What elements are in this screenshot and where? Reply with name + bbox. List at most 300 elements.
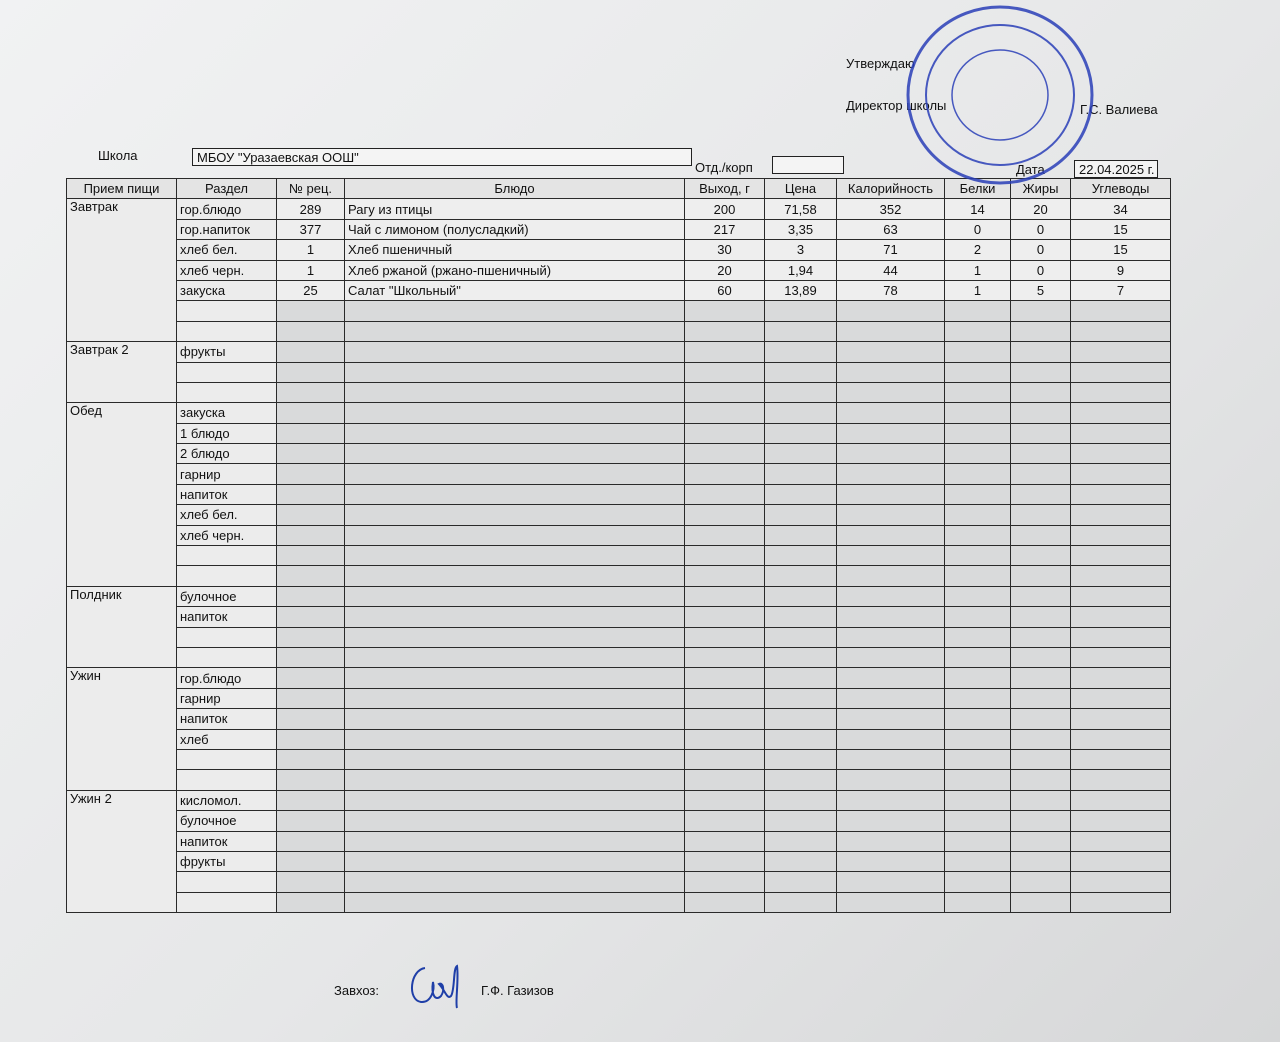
price-cell <box>765 892 837 912</box>
dish-cell <box>345 668 685 688</box>
price-cell <box>765 790 837 810</box>
table-row <box>67 668 1171 688</box>
carbs-cell <box>1071 525 1171 545</box>
price-cell: 13,89 <box>765 280 837 300</box>
recipe-cell <box>277 668 345 688</box>
yield-cell: 60 <box>685 280 765 300</box>
price-cell <box>765 851 837 871</box>
fat-cell <box>1011 301 1071 321</box>
protein-cell <box>945 668 1011 688</box>
section-cell: гор.блюдо <box>177 668 277 688</box>
table-row <box>67 423 1171 443</box>
table-row <box>67 790 1171 810</box>
header-cell: Выход, г <box>685 179 765 199</box>
section-cell: хлеб бел. <box>177 240 277 260</box>
dish-cell <box>345 811 685 831</box>
yield-cell: 217 <box>685 219 765 239</box>
recipe-cell <box>277 586 345 606</box>
table-row <box>67 301 1171 321</box>
section-cell <box>177 872 277 892</box>
yield-cell <box>685 790 765 810</box>
carbs-cell <box>1071 729 1171 749</box>
price-cell <box>765 342 837 362</box>
kcal-cell <box>837 892 945 912</box>
dish-cell: Рагу из птицы <box>345 199 685 219</box>
kcal-cell <box>837 505 945 525</box>
yield-cell <box>685 627 765 647</box>
kcal-cell <box>837 851 945 871</box>
meal-name: Ужин 2 <box>67 790 177 912</box>
table-row <box>67 280 1171 300</box>
protein-cell: 1 <box>945 280 1011 300</box>
carbs-cell <box>1071 566 1171 586</box>
school-name-field: МБОУ "Уразаевская ООШ" <box>192 148 692 166</box>
meal-name: Ужин <box>67 668 177 790</box>
section-cell <box>177 301 277 321</box>
recipe-cell <box>277 342 345 362</box>
kcal-cell <box>837 770 945 790</box>
yield-cell <box>685 566 765 586</box>
dish-cell <box>345 872 685 892</box>
recipe-cell <box>277 729 345 749</box>
recipe-cell <box>277 566 345 586</box>
table-row <box>67 607 1171 627</box>
protein-cell <box>945 566 1011 586</box>
section-cell: закуска <box>177 403 277 423</box>
recipe-cell <box>277 831 345 851</box>
protein-cell <box>945 872 1011 892</box>
price-cell <box>765 729 837 749</box>
dish-cell <box>345 729 685 749</box>
fat-cell: 0 <box>1011 260 1071 280</box>
section-cell <box>177 647 277 667</box>
protein-cell <box>945 688 1011 708</box>
recipe-cell <box>277 811 345 831</box>
protein-cell: 14 <box>945 199 1011 219</box>
section-cell: гарнир <box>177 688 277 708</box>
dish-cell <box>345 423 685 443</box>
price-cell <box>765 607 837 627</box>
header-cell: Цена <box>765 179 837 199</box>
fat-cell <box>1011 403 1071 423</box>
dish-cell <box>345 851 685 871</box>
recipe-cell <box>277 301 345 321</box>
kcal-cell <box>837 790 945 810</box>
section-cell <box>177 566 277 586</box>
carbs-cell <box>1071 647 1171 667</box>
kcal-cell <box>837 607 945 627</box>
recipe-cell <box>277 872 345 892</box>
price-cell: 3 <box>765 240 837 260</box>
yield-cell <box>685 647 765 667</box>
header-cell: № рец. <box>277 179 345 199</box>
recipe-cell <box>277 484 345 504</box>
protein-cell <box>945 627 1011 647</box>
kcal-cell <box>837 403 945 423</box>
fat-cell <box>1011 831 1071 851</box>
protein-cell <box>945 770 1011 790</box>
yield-cell <box>685 444 765 464</box>
kcal-cell: 71 <box>837 240 945 260</box>
dish-cell: Салат "Школьный" <box>345 280 685 300</box>
fat-cell <box>1011 851 1071 871</box>
table-row <box>67 362 1171 382</box>
approve-label: Утверждаю <box>846 56 915 71</box>
kcal-cell <box>837 342 945 362</box>
kcal-cell <box>837 709 945 729</box>
section-cell <box>177 749 277 769</box>
price-cell <box>765 444 837 464</box>
section-cell: гарнир <box>177 464 277 484</box>
yield-cell <box>685 403 765 423</box>
kcal-cell <box>837 301 945 321</box>
section-cell <box>177 382 277 402</box>
yield-cell <box>685 423 765 443</box>
price-cell <box>765 362 837 382</box>
yield-cell <box>685 729 765 749</box>
dish-cell <box>345 546 685 566</box>
table-row <box>67 321 1171 341</box>
kcal-cell <box>837 811 945 831</box>
header-cell: Углеводы <box>1071 179 1171 199</box>
fat-cell: 5 <box>1011 280 1071 300</box>
section-cell <box>177 362 277 382</box>
date-field: 22.04.2025 г. <box>1074 160 1158 178</box>
kcal-cell <box>837 668 945 688</box>
kcal-cell: 63 <box>837 219 945 239</box>
price-cell <box>765 423 837 443</box>
section-cell <box>177 892 277 912</box>
recipe-cell: 1 <box>277 240 345 260</box>
section-cell: хлеб <box>177 729 277 749</box>
dept-field <box>772 156 844 174</box>
price-cell <box>765 464 837 484</box>
dish-cell <box>345 607 685 627</box>
carbs-cell <box>1071 831 1171 851</box>
kcal-cell <box>837 566 945 586</box>
kcal-cell <box>837 321 945 341</box>
carbs-cell <box>1071 872 1171 892</box>
table-row <box>67 484 1171 504</box>
dish-cell <box>345 770 685 790</box>
header-cell: Прием пищи <box>67 179 177 199</box>
table-row <box>67 688 1171 708</box>
table-row <box>67 709 1171 729</box>
carbs-cell <box>1071 668 1171 688</box>
fat-cell <box>1011 790 1071 810</box>
section-cell: хлеб бел. <box>177 505 277 525</box>
section-cell <box>177 627 277 647</box>
table-row <box>67 770 1171 790</box>
carbs-cell <box>1071 749 1171 769</box>
protein-cell <box>945 423 1011 443</box>
recipe-cell <box>277 688 345 708</box>
yield-cell <box>685 484 765 504</box>
dish-cell <box>345 647 685 667</box>
table-row <box>67 219 1171 239</box>
table-row <box>67 892 1171 912</box>
protein-cell <box>945 484 1011 504</box>
fat-cell <box>1011 464 1071 484</box>
table-row <box>67 851 1171 871</box>
header-cell: Белки <box>945 179 1011 199</box>
recipe-cell <box>277 647 345 667</box>
kcal-cell <box>837 525 945 545</box>
kcal-cell <box>837 749 945 769</box>
dish-cell <box>345 505 685 525</box>
section-cell <box>177 321 277 341</box>
carbs-cell <box>1071 811 1171 831</box>
dept-label: Отд./корп <box>695 160 753 175</box>
carbs-cell: 9 <box>1071 260 1171 280</box>
table-row <box>67 240 1171 260</box>
protein-cell <box>945 321 1011 341</box>
recipe-cell <box>277 382 345 402</box>
fat-cell <box>1011 770 1071 790</box>
section-cell: гор.напиток <box>177 219 277 239</box>
protein-cell <box>945 403 1011 423</box>
section-cell: закуска <box>177 280 277 300</box>
fat-cell <box>1011 709 1071 729</box>
kcal-cell <box>837 872 945 892</box>
protein-cell <box>945 546 1011 566</box>
table-row <box>67 260 1171 280</box>
fat-cell <box>1011 362 1071 382</box>
price-cell <box>765 382 837 402</box>
recipe-cell <box>277 749 345 769</box>
section-cell: 1 блюдо <box>177 423 277 443</box>
price-cell <box>765 709 837 729</box>
carbs-cell <box>1071 892 1171 912</box>
carbs-cell <box>1071 484 1171 504</box>
recipe-cell <box>277 403 345 423</box>
fat-cell <box>1011 586 1071 606</box>
dish-cell <box>345 321 685 341</box>
price-cell <box>765 831 837 851</box>
recipe-cell: 25 <box>277 280 345 300</box>
protein-cell: 1 <box>945 260 1011 280</box>
recipe-cell <box>277 525 345 545</box>
recipe-cell <box>277 607 345 627</box>
fat-cell <box>1011 342 1071 362</box>
storekeeper-name: Г.Ф. Газизов <box>481 983 554 998</box>
kcal-cell <box>837 831 945 851</box>
protein-cell <box>945 790 1011 810</box>
recipe-cell <box>277 444 345 464</box>
protein-cell <box>945 505 1011 525</box>
carbs-cell <box>1071 851 1171 871</box>
carbs-cell: 15 <box>1071 240 1171 260</box>
section-cell: фрукты <box>177 851 277 871</box>
yield-cell <box>685 811 765 831</box>
meal-name: Обед <box>67 403 177 587</box>
dish-cell <box>345 403 685 423</box>
fat-cell <box>1011 382 1071 402</box>
section-cell: напиток <box>177 709 277 729</box>
recipe-cell <box>277 790 345 810</box>
yield-cell <box>685 382 765 402</box>
recipe-cell: 1 <box>277 260 345 280</box>
table-row <box>67 647 1171 667</box>
recipe-cell <box>277 464 345 484</box>
price-cell <box>765 525 837 545</box>
table-row <box>67 505 1171 525</box>
section-cell: хлеб черн. <box>177 260 277 280</box>
fat-cell <box>1011 647 1071 667</box>
yield-cell: 20 <box>685 260 765 280</box>
dish-cell <box>345 749 685 769</box>
fat-cell <box>1011 892 1071 912</box>
carbs-cell <box>1071 464 1171 484</box>
kcal-cell <box>837 362 945 382</box>
header-cell: Блюдо <box>345 179 685 199</box>
yield-cell <box>685 607 765 627</box>
price-cell <box>765 811 837 831</box>
table-row <box>67 586 1171 606</box>
section-cell <box>177 770 277 790</box>
kcal-cell <box>837 484 945 504</box>
yield-cell <box>685 872 765 892</box>
fat-cell <box>1011 505 1071 525</box>
fat-cell <box>1011 321 1071 341</box>
fat-cell <box>1011 423 1071 443</box>
dish-cell <box>345 525 685 545</box>
table-row <box>67 729 1171 749</box>
fat-cell: 0 <box>1011 219 1071 239</box>
table-row <box>67 444 1171 464</box>
fat-cell <box>1011 811 1071 831</box>
table-row <box>67 199 1171 219</box>
fat-cell <box>1011 627 1071 647</box>
kcal-cell <box>837 627 945 647</box>
price-cell <box>765 770 837 790</box>
recipe-cell <box>277 627 345 647</box>
date-label: Дата <box>1016 162 1045 177</box>
section-cell: булочное <box>177 811 277 831</box>
section-cell: напиток <box>177 831 277 851</box>
kcal-cell <box>837 688 945 708</box>
protein-cell <box>945 729 1011 749</box>
price-cell <box>765 321 837 341</box>
recipe-cell <box>277 546 345 566</box>
recipe-cell <box>277 505 345 525</box>
table-row <box>67 525 1171 545</box>
recipe-cell <box>277 362 345 382</box>
protein-cell <box>945 607 1011 627</box>
recipe-cell <box>277 851 345 871</box>
protein-cell <box>945 851 1011 871</box>
price-cell <box>765 749 837 769</box>
section-cell: кисломол. <box>177 790 277 810</box>
yield-cell <box>685 525 765 545</box>
dish-cell <box>345 464 685 484</box>
kcal-cell <box>837 444 945 464</box>
yield-cell <box>685 301 765 321</box>
table-row <box>67 382 1171 402</box>
meal-name: Полдник <box>67 586 177 668</box>
dish-cell <box>345 790 685 810</box>
carbs-cell <box>1071 444 1171 464</box>
kcal-cell <box>837 586 945 606</box>
kcal-cell: 78 <box>837 280 945 300</box>
yield-cell <box>685 342 765 362</box>
section-cell: гор.блюдо <box>177 199 277 219</box>
yield-cell <box>685 709 765 729</box>
kcal-cell <box>837 423 945 443</box>
kcal-cell <box>837 729 945 749</box>
section-cell: напиток <box>177 607 277 627</box>
carbs-cell <box>1071 688 1171 708</box>
carbs-cell <box>1071 505 1171 525</box>
carbs-cell <box>1071 423 1171 443</box>
dish-cell <box>345 484 685 504</box>
table-body <box>67 199 1171 913</box>
yield-cell <box>685 362 765 382</box>
protein-cell <box>945 444 1011 464</box>
fat-cell: 0 <box>1011 240 1071 260</box>
carbs-cell: 7 <box>1071 280 1171 300</box>
fat-cell <box>1011 566 1071 586</box>
yield-cell <box>685 321 765 341</box>
price-cell <box>765 647 837 667</box>
carbs-cell <box>1071 321 1171 341</box>
carbs-cell <box>1071 342 1171 362</box>
fat-cell <box>1011 525 1071 545</box>
price-cell <box>765 668 837 688</box>
header-cell: Жиры <box>1011 179 1071 199</box>
protein-cell <box>945 749 1011 769</box>
dish-cell <box>345 342 685 362</box>
dish-cell <box>345 688 685 708</box>
school-label: Школа <box>98 148 138 163</box>
yield-cell <box>685 892 765 912</box>
dish-cell <box>345 444 685 464</box>
dish-cell <box>345 586 685 606</box>
school-stamp <box>900 0 1100 190</box>
meal-name: Завтрак <box>67 199 177 342</box>
yield-cell <box>685 546 765 566</box>
table-row <box>67 627 1171 647</box>
carbs-cell <box>1071 362 1171 382</box>
protein-cell: 0 <box>945 219 1011 239</box>
carbs-cell <box>1071 586 1171 606</box>
dish-cell <box>345 892 685 912</box>
director-label: Директор школы <box>846 98 947 113</box>
storekeeper-signature <box>405 960 475 1010</box>
price-cell <box>765 586 837 606</box>
dish-cell: Чай с лимоном (полусладкий) <box>345 219 685 239</box>
yield-cell: 200 <box>685 199 765 219</box>
protein-cell <box>945 586 1011 606</box>
fat-cell <box>1011 688 1071 708</box>
section-cell: хлеб черн. <box>177 525 277 545</box>
price-cell <box>765 627 837 647</box>
carbs-cell <box>1071 790 1171 810</box>
dish-cell <box>345 627 685 647</box>
header-cell: Калорийность <box>837 179 945 199</box>
table-row <box>67 464 1171 484</box>
yield-cell <box>685 464 765 484</box>
carbs-cell <box>1071 607 1171 627</box>
protein-cell: 2 <box>945 240 1011 260</box>
table-row <box>67 546 1171 566</box>
carbs-cell <box>1071 382 1171 402</box>
yield-cell <box>685 586 765 606</box>
table-row <box>67 831 1171 851</box>
menu-table <box>66 178 1171 913</box>
fat-cell <box>1011 546 1071 566</box>
recipe-cell <box>277 770 345 790</box>
